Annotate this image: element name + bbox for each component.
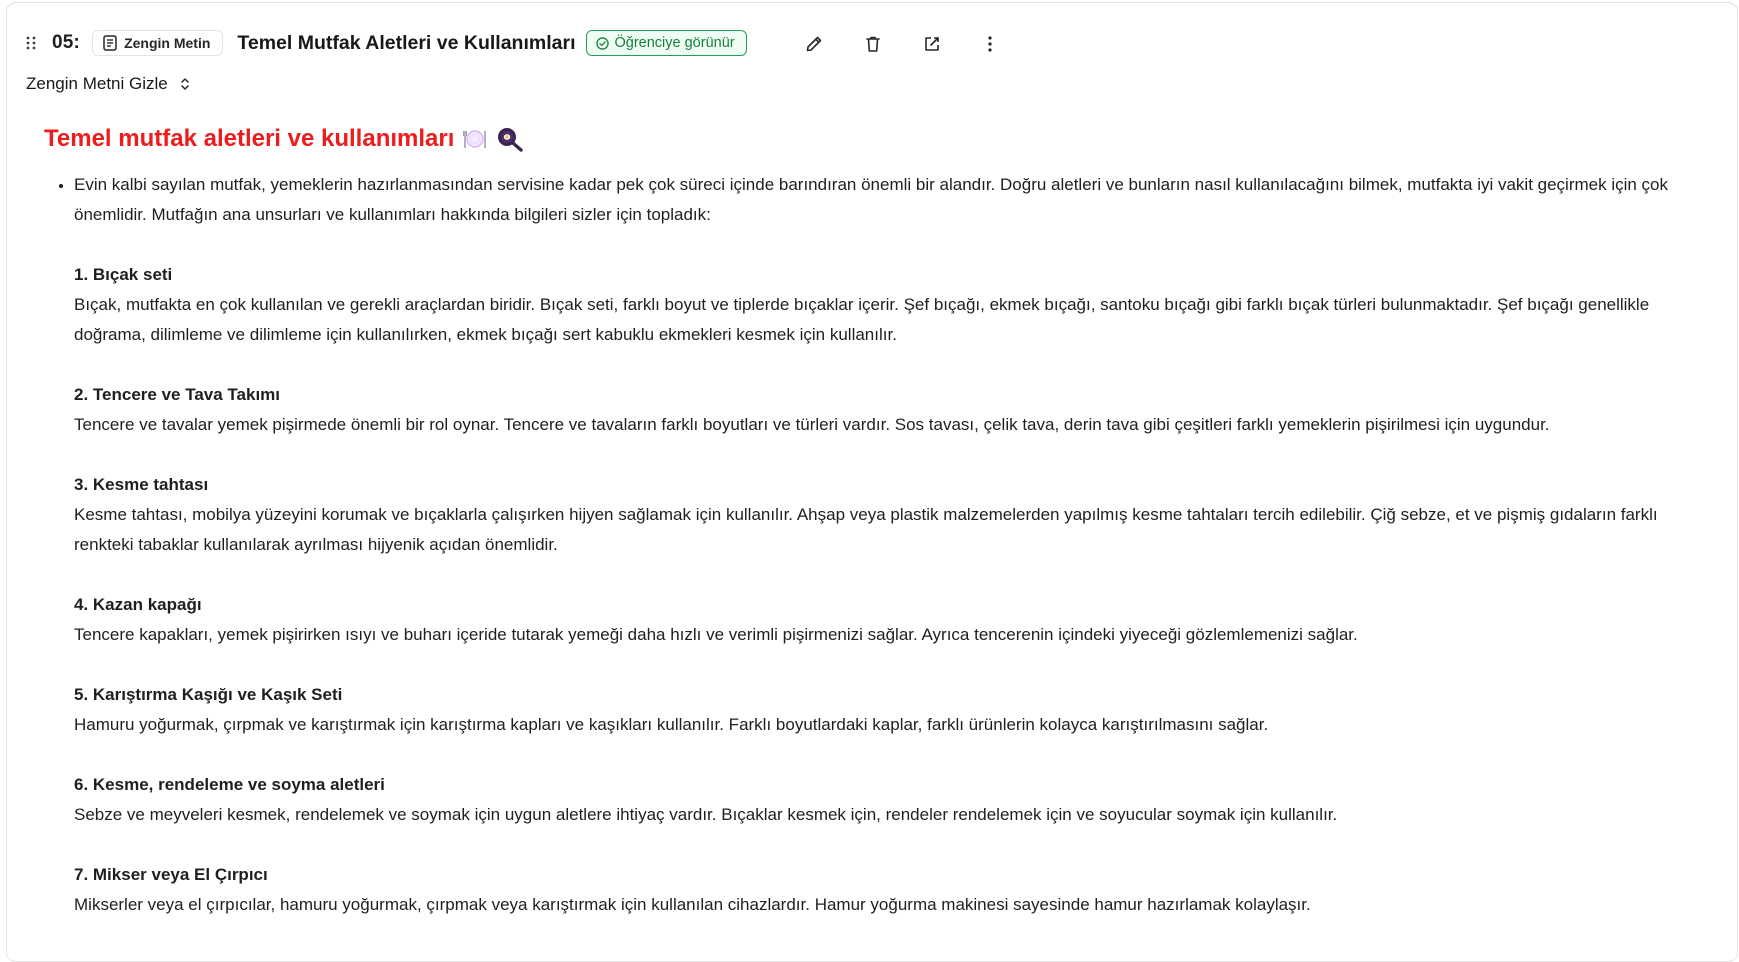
section-body: Mikserler veya el çırpıcılar, hamuru yoğurmak, çırpmak veya karıştırmak için kullanılan cihazlardır. Hamur yoğurma makinesi sayesinde hamur hazırlamak kolaylaşır. xyxy=(74,895,1311,914)
section-title: 3. Kesme tahtası xyxy=(74,475,209,494)
external-link-icon xyxy=(923,35,941,53)
content-heading xyxy=(44,122,1704,156)
frying-pan-emoji-icon xyxy=(496,126,524,152)
section-title: 2. Tencere ve Tava Takımı xyxy=(74,385,281,404)
lesson-header xyxy=(24,28,747,58)
section-knife-set xyxy=(74,260,1704,350)
section-mixer xyxy=(74,860,1704,920)
section-title: 1. Bıçak seti xyxy=(74,265,173,284)
pencil-icon xyxy=(805,35,823,53)
content-list xyxy=(44,170,1704,920)
delete-button[interactable] xyxy=(861,32,885,56)
section-body: Hamuru yoğurmak, çırpmak ve karıştırmak için karıştırma kapları ve kaşıkları kullanılır. Farklı boyutlardaki kaplar, farklı ürünlerin kolayca karıştırılmasını sağlar. xyxy=(74,715,1269,734)
rich-text-content xyxy=(44,122,1704,920)
section-cutting-tools xyxy=(74,770,1704,830)
section-title: 7. Mikser veya El Çırpıcı xyxy=(74,865,268,884)
visibility-label: Öğrenciye görünür xyxy=(614,35,735,51)
more-vertical-icon xyxy=(987,35,993,53)
section-cutting-board xyxy=(74,470,1704,560)
content-type-badge xyxy=(92,30,223,56)
section-mixing-spoons xyxy=(74,680,1704,740)
section-title: 6. Kesme, rendeleme ve soyma aletleri xyxy=(74,775,385,794)
content-type-label: Zengin Metin xyxy=(124,35,211,51)
hide-rich-text-label: Zengin Metni Gizle xyxy=(26,74,168,93)
lesson-number: 05: xyxy=(52,32,81,53)
section-title: 5. Karıştırma Kaşığı ve Kaşık Seti xyxy=(74,685,343,704)
more-options-button[interactable] xyxy=(978,32,1002,56)
check-circle-icon xyxy=(596,37,609,50)
trash-icon xyxy=(865,35,881,53)
section-body: Tencere ve tavalar yemek pişirmede önemli bir rol oynar. Tencere ve tavaların farklı boyutları ve türleri vardır. Sos tavası, çelik tava, derin tava gibi çeşitleri farklı yemeklerin pişirilmesi için uygundur. xyxy=(74,415,1550,434)
section-pots-pans xyxy=(74,380,1704,440)
chevron-up-down-icon xyxy=(180,77,190,91)
section-pot-lid xyxy=(74,590,1704,650)
section-body: Kesme tahtası, mobilya yüzeyini korumak ve bıçaklarla çalışırken hijyen sağlamak için kullanılır. Ahşap veya plastik malzemelerden yapılmış kesme tahtaları tercih edilebilir. Çiğ sebze, et ve pişmiş gıdaların farklı renkteki tabaklar kullanılarak ayrılması hijyenik açıdan önemlidir. xyxy=(74,505,1658,554)
lesson-title: Temel Mutfak Aletleri ve Kullanımları xyxy=(237,31,576,54)
content-heading-text: Temel mutfak aletleri ve kullanımları xyxy=(44,125,455,152)
visibility-badge xyxy=(586,30,747,56)
open-button[interactable] xyxy=(920,32,944,56)
section-body: Bıçak, mutfakta en çok kullanılan ve gerekli araçlardan biridir. Bıçak seti, farklı boyut ve tiplerde bıçaklar içerir. Şef bıçağı, ekmek bıçağı, santoku bıçağı gibi farklı bıçak türleri bulunmaktadır. Şef bıçağı genellikle doğrama, dilimleme ve dilimleme için kullanılırken, ekmek bıçağı sert kabuklu ekmekleri kesmek için kullanılır. xyxy=(74,295,1650,344)
document-icon xyxy=(103,35,117,51)
section-body: Tencere kapakları, yemek pişirirken ısıyı ve buharı içeride tutarak yemeği daha hızlı ve verimli pişirmenizi sağlar. Ayrıca tencerenin içindeki yiyeceği gözlemlemenizi sağlar. xyxy=(74,625,1358,644)
plate-cutlery-emoji-icon xyxy=(462,127,488,151)
section-title: 4. Kazan kapağı xyxy=(74,595,202,614)
content-list-item xyxy=(74,170,1704,920)
drag-handle-icon[interactable] xyxy=(24,35,38,51)
edit-button[interactable] xyxy=(802,32,826,56)
section-body: Sebze ve meyveleri kesmek, rendelemek ve soymak için uygun aletlere ihtiyaç vardır. Bıçaklar kesmek için, rendeler rendelemek için ve soyucular soymak için kullanılır. xyxy=(74,805,1338,824)
hide-rich-text-toggle[interactable] xyxy=(26,74,190,94)
intro-paragraph: • Evin kalbi sayılan mutfak, yemeklerin hazırlanmasından servisine kadar pek çok süreci içinde barındıran önemli bir alandır. Doğru aletleri ve bunların nasıl kullanılacağını bilmek, mutfakta iyi vakit geçirmek için çok önemlidir. Mutfağın ana unsurları ve kullanımları hakkında bilgileri sizler için topladık: xyxy=(74,175,1669,224)
